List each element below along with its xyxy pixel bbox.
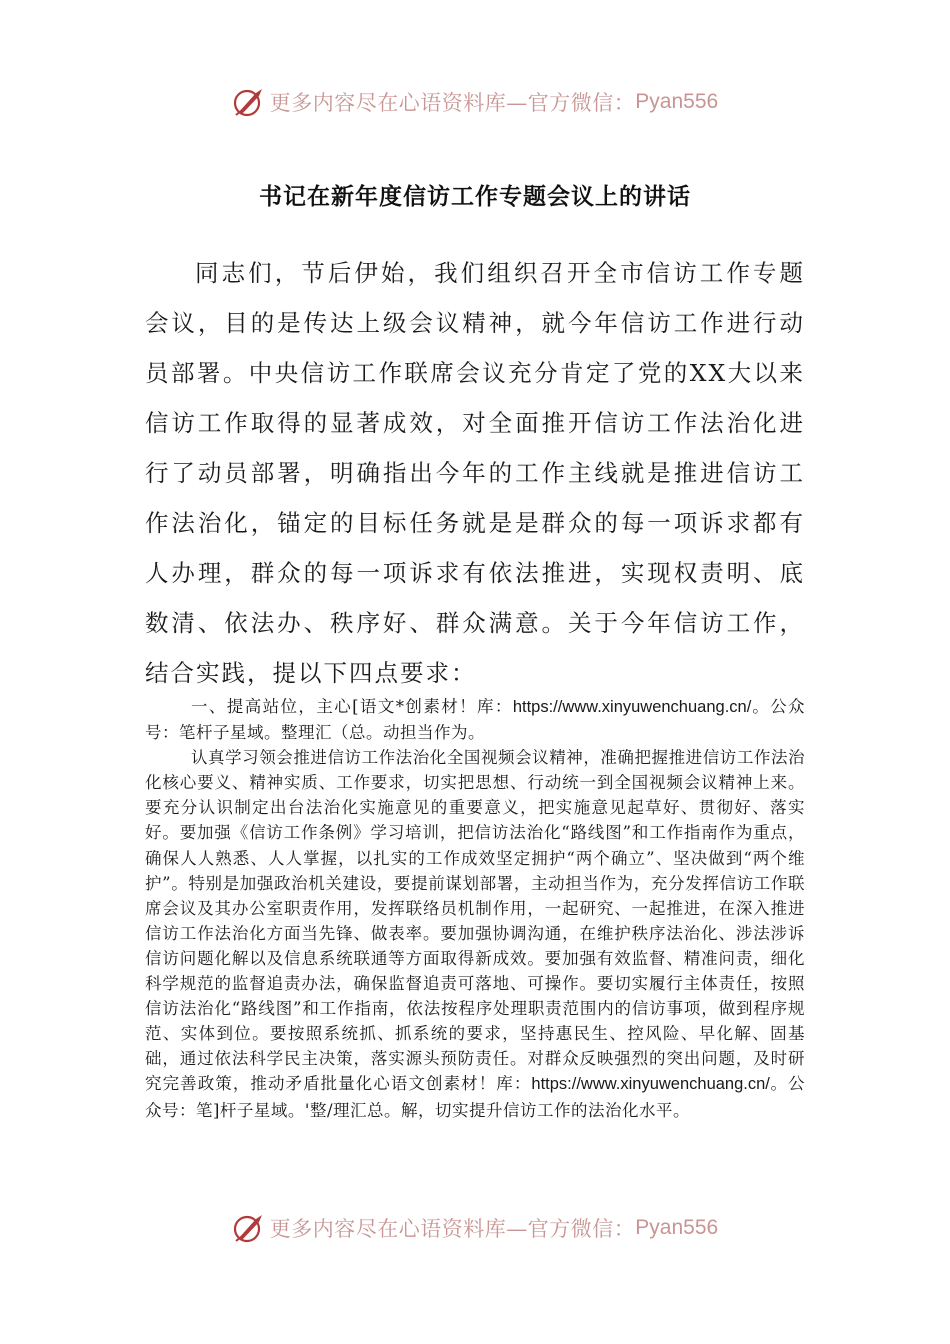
section-1-heading-end: 。公众号：笔杆子星域。整理汇（总。动担当作为。 [145,697,806,743]
section-1-body-url: https://www.xinyuwenchuang.cn/ [531,1075,770,1094]
header-banner-handle: Pyan556 [635,90,719,113]
page-title: 书记在新年度信访工作专题会议上的讲话 [259,184,691,210]
section-1-body [145,745,805,1122]
quill-logo-icon [232,85,266,119]
section-1-heading-start: 一、提高站位，主心[语文*创素材！库： [191,697,513,716]
section-1-body-tail: 。公众号：笔]杆子星域。'整/理汇总。解，切实提升信访工作的法治化水平。 [145,1074,806,1120]
footer-banner-text: 更多内容尽在心语资料库—官方微信： [269,1217,636,1241]
quill-logo-icon [232,1211,266,1245]
header-banner-text: 更多内容尽在心语资料库—官方微信： [269,91,636,115]
section-1-heading-url: https://www.xinyuwenchuang.cn/ [512,698,752,716]
body-section [145,694,805,1123]
section-1-heading [145,694,805,745]
lead-paragraph: 同志们，节后伊始，我们组织召开全市信访工作专题会议，目的是传达上级会议精神，就今年信访工作进行动员部署。中央信访工作联席会议充分肯定了党的XX大以来信访工作取得的显著成效，对全面推开信访工作法治化进行了动员部署，明确指出今年的工作主线就是推进信访工作法治化，锚定的目标任务就是是群众的每一项诉求都有人办理，群众的每一项诉求有依法推进，实现权责明、底数清、依法办、秩序好、群众满意。关于今年信访工作，结合实践，提以下四点要求： [145,259,805,687]
header-banner [0,82,950,122]
footer-banner [0,1208,950,1248]
section-1-body-text: 认真学习领会推进信访工作法治化全国视频会议精神，准确把握推进信访工作法治化核心要义、精神实质、工作要求，切实把思想、行动统一到全国视频会议精神上来。要充分认识制定出台法治化实施意见的重要意义，把实施意见起草好、贯彻好、落实好。要加强《信访工作条例》学习培训，把信访法治化“路线图”和工作指南作为重点，确保人人熟悉、人人掌握，以扎实的工作成效坚定拥护“两个确立”、坚决做到“两个维护”。特别是加强政治机关建设，要提前谋划部署，主动担当作为，充分发挥信访工作联席会议及其办公室职责作用，发挥联络员机制作用，一起研究、一起推进，在深入推进信访工作法治化方面当先锋、做表率。要加强协调沟通，在维护秩序法治化、涉法涉诉信访问题化解以及信息系统联通等方面取得新成效。要加强有效监督、精准问责，细化科学规范的监督追责办法，确保监督追责可落地、可操作。要切实履行主体责任，按照信访法治化“路线图”和工作指南，依法按程序处理职责范围内的信访事项，做到程序规范、实体到位。要按照系统抓、抓系统的要求，坚持惠民生、控风险、早化解、固基础，通过依法科学民主决策，落实源头预防责任。对群众反映强烈的突出问题，及时研究完善政策，推动矛盾批量化心语文创素材！库： [145,748,805,1094]
footer-banner-handle: Pyan556 [635,1216,719,1239]
